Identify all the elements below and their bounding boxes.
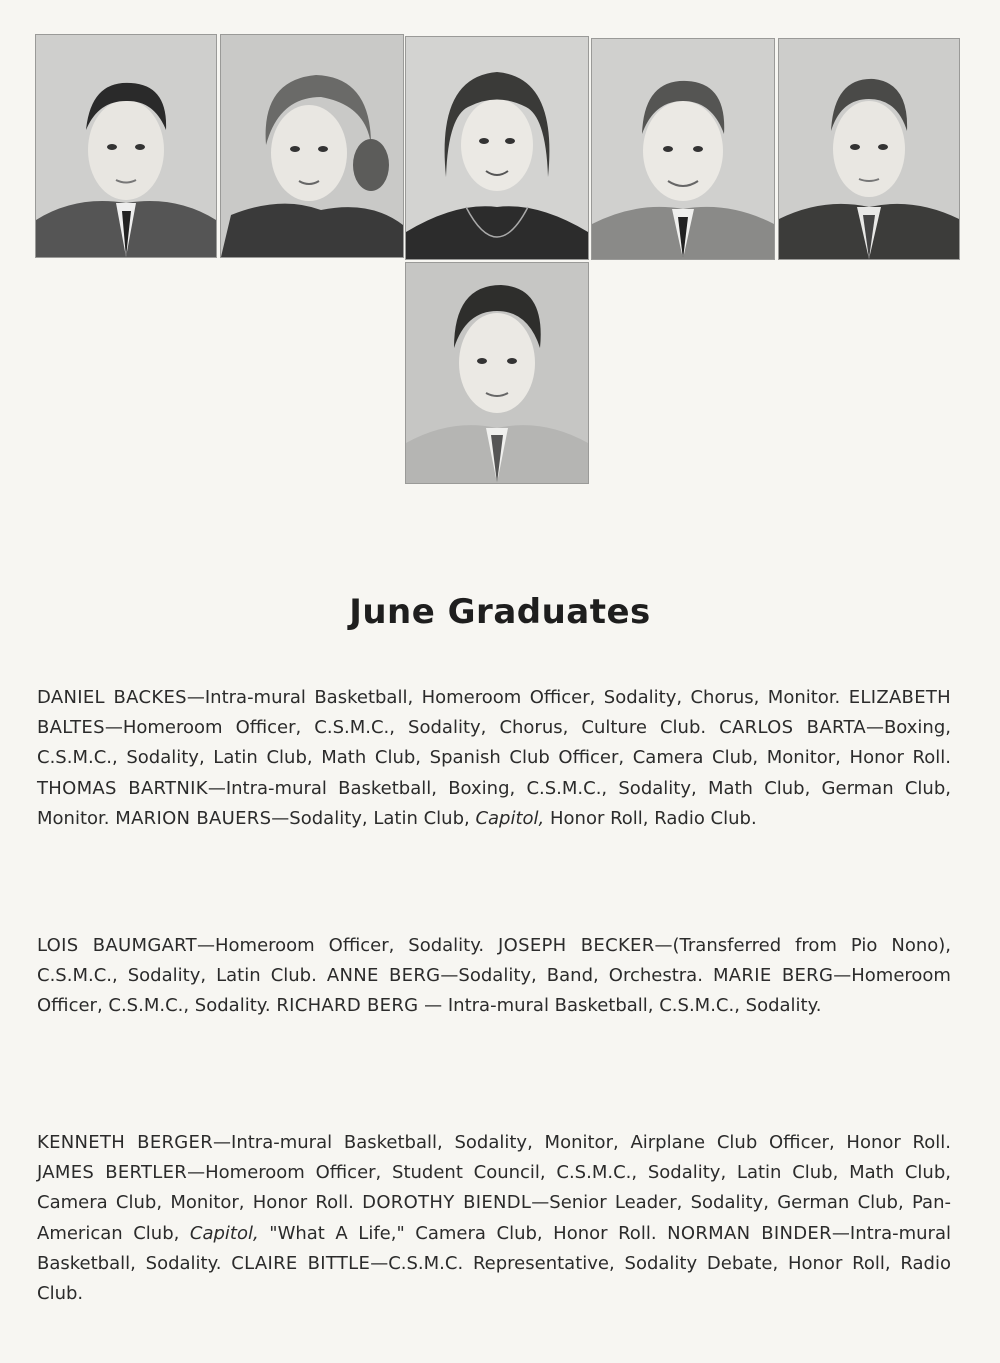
graduate-name: KENNETH BERGER bbox=[37, 1132, 214, 1153]
portrait-female-icon bbox=[221, 35, 403, 257]
graduate-name: CLAIRE BITTLE bbox=[231, 1252, 371, 1274]
page-title: June Graduates bbox=[349, 592, 651, 632]
graduate-name: MARIE BERG bbox=[712, 965, 834, 987]
graduate-name: JAMES BERTLER bbox=[37, 1162, 188, 1184]
graduate-name: NORMAN BINDER bbox=[667, 1222, 832, 1244]
portrait-photo-2 bbox=[220, 34, 404, 258]
graduate-name: THOMAS BARTNIK bbox=[37, 777, 208, 799]
portrait-photo-5 bbox=[778, 38, 960, 260]
graduate-name: ANNE BERG bbox=[326, 965, 441, 987]
graduate-activities: —Intra-mural Basketball, Sodality. bbox=[37, 1222, 951, 1274]
graduate-activities: —C.S.M.C. Representative, Sodality Debate, Honor Roll, Radio Club. bbox=[37, 1252, 951, 1305]
graduate-name: CARLOS BARTA bbox=[719, 717, 866, 739]
graduate-name: LOIS BAUMGART bbox=[37, 935, 197, 956]
graduate-activities: Honor Roll, Radio Club. bbox=[544, 807, 757, 829]
graduate-name: MARION BAUERS bbox=[115, 807, 272, 829]
portrait-male-icon bbox=[406, 263, 588, 483]
graduates-paragraph-1 bbox=[37, 683, 951, 834]
graduate-name: ELIZABETH BALTES bbox=[37, 687, 952, 739]
portrait-photo-4 bbox=[591, 38, 775, 260]
graduate-name: DOROTHY BIENDL bbox=[362, 1192, 532, 1214]
graduate-activities: — Intra-mural Basketball, C.S.M.C., Sodality. bbox=[418, 995, 822, 1017]
graduate-activities: —Intra-mural Basketball, Sodality, Monitor, Airplane Club Officer, Honor Roll. bbox=[213, 1132, 951, 1153]
graduate-activities: —Homeroom Officer, C.S.M.C., Sodality. bbox=[37, 965, 951, 1017]
portrait-photo-1 bbox=[35, 34, 217, 258]
graduate-activities: —(Transferred from Pio Nono), C.S.M.C., Sodality, Latin Club. bbox=[37, 935, 952, 987]
portrait-female-icon bbox=[406, 37, 588, 259]
graduate-name: RICHARD BERG bbox=[276, 995, 419, 1017]
portrait-photo-3 bbox=[405, 36, 589, 260]
graduate-name: DANIEL BACKES bbox=[37, 687, 187, 708]
publication-title: Capitol, bbox=[475, 807, 545, 829]
graduate-activities: —Sodality, Band, Orchestra. bbox=[440, 965, 703, 987]
graduate-activities: —Senior Leader, Sodality, German Club, Pan-American Club, bbox=[37, 1192, 951, 1244]
graduates-paragraph-3 bbox=[37, 1128, 951, 1309]
graduate-activities: —Homeroom Officer, Student Council, C.S.M.C., Sodality, Latin Club, Math Club, Camera Club, Monitor, Honor Roll. bbox=[37, 1162, 951, 1214]
graduate-activities: —Sodality, Latin Club, bbox=[271, 807, 470, 829]
portrait-male-icon bbox=[36, 35, 216, 257]
portrait-male-icon bbox=[779, 39, 959, 259]
graduates-paragraph-2 bbox=[37, 931, 951, 1022]
graduate-activities: —Boxing, C.S.M.C., Sodality, Latin Club, Math Club, Spanish Club Officer, Camera Club, Monitor, Honor Roll. bbox=[37, 717, 951, 769]
graduate-activities: —Homeroom Officer, Sodality. bbox=[196, 935, 485, 956]
graduate-activities: —Intra-mural Basketball, Boxing, C.S.M.C., Sodality, Math Club, German Club, Monitor. bbox=[37, 777, 951, 829]
portrait-male-icon bbox=[592, 39, 774, 259]
graduate-activities: —Homeroom Officer, C.S.M.C., Sodality, Chorus, Culture Club. bbox=[104, 717, 707, 739]
graduate-name: JOSEPH BECKER bbox=[498, 935, 655, 956]
publication-title: Capitol, bbox=[189, 1222, 259, 1244]
portrait-photo-6 bbox=[405, 262, 589, 484]
graduate-activities: —Intra-mural Basketball, Homeroom Officer, Sodality, Chorus, Monitor. bbox=[186, 687, 841, 708]
graduate-activities: "What A Life," Camera Club, Honor Roll. bbox=[258, 1222, 657, 1244]
